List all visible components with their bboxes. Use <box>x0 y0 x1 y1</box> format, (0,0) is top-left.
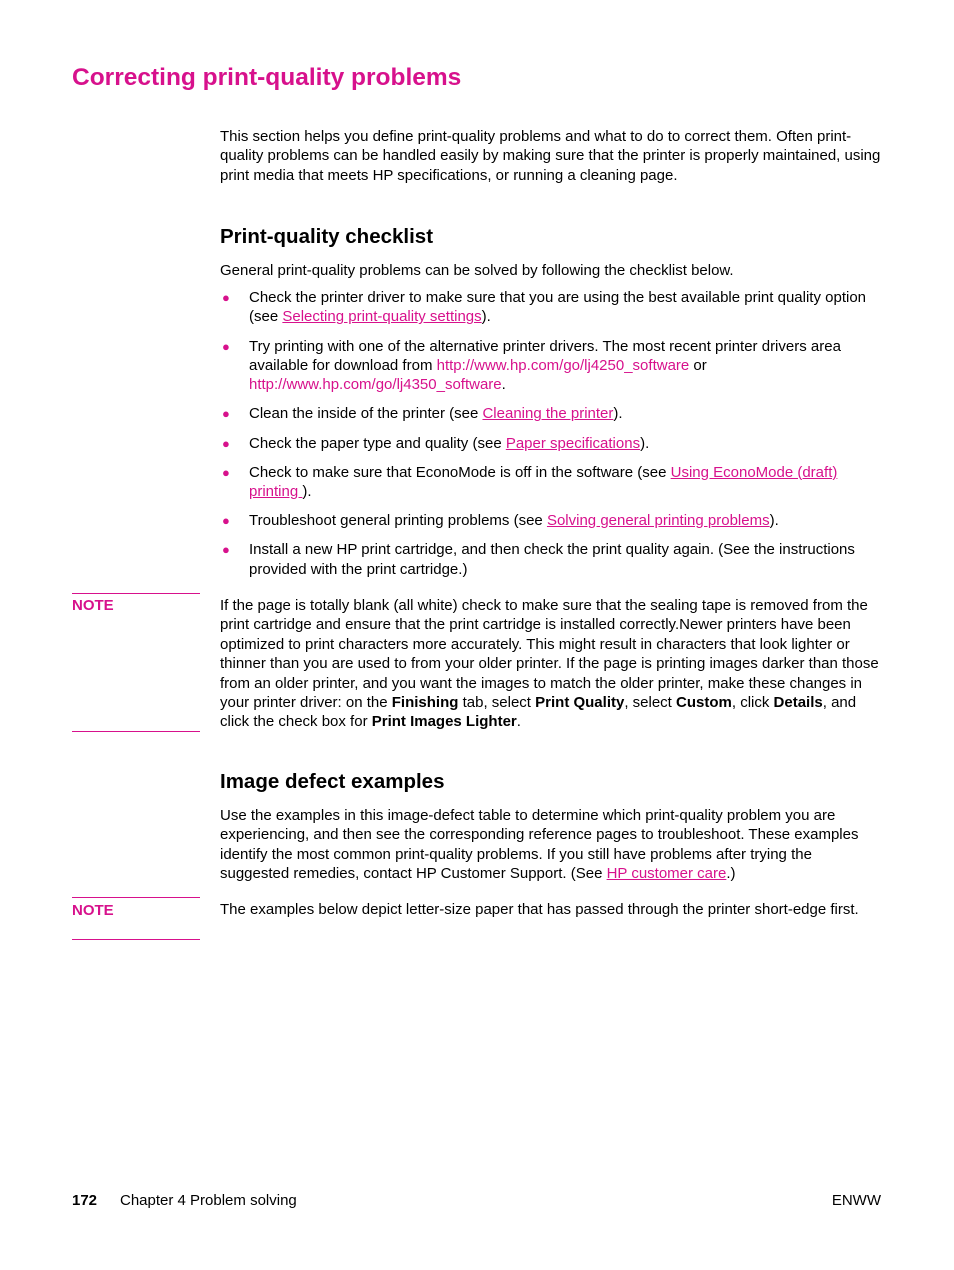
note-bottom-rule <box>72 731 200 732</box>
list-item <box>220 288 885 327</box>
bullet-icon: ● <box>222 513 230 529</box>
page-number: 172 <box>72 1192 98 1209</box>
note-top-rule <box>72 593 200 594</box>
note-text: The examples below depict letter-size paper that has passed through the printer short-edge first. <box>220 901 859 918</box>
note-text: If the page is totally blank (all white) check to make sure that the sealing tape is removed from the print cartridge and ensure that the print cartridge is installed correctly.Newer printers have been optimized to print characters more accurately. This might result in characters that look lighter or thinner than you are used to from your older printer. If the page is printing images darker than those from an older printer, and you want the images to match the older printer, make these changes in your printer driver: on the Finishing tab, select Print Quality, select Custom, click Details, and click the check box for Print Images Lighter. <box>220 597 879 731</box>
note-bottom-rule <box>72 939 200 940</box>
link-using-economode[interactable]: Using EconoMode (draft) printing <box>249 463 838 500</box>
list-item-text: Check to make sure that EconoMode is off in the software (see <box>249 463 671 481</box>
list-item-text: . <box>501 376 506 394</box>
list-item <box>220 463 885 502</box>
link-paper-specifications[interactable]: Paper specifications <box>505 434 641 452</box>
note-top-rule <box>72 897 200 898</box>
link-lj4350-software[interactable]: http://www.hp.com/go/lj4350_software <box>249 376 502 394</box>
list-item <box>220 540 885 579</box>
checklist-intro: General print-quality problems can be solved by following the checklist below. <box>220 262 734 279</box>
defects-heading: Image defect examples <box>220 770 445 793</box>
list-item-text: ). <box>302 483 312 500</box>
list-item-text: Troubleshoot general printing problems (see <box>249 512 547 530</box>
bullet-icon: ● <box>222 406 230 422</box>
list-item-text: ). <box>613 405 623 423</box>
defects-paragraph: Use the examples in this image-defect table to determine which print-quality problem you are experiencing, and then see the corresponding reference pages to troubleshoot. These examples identify the most common print-quality problems. If you still have problems after trying the suggested remedies, contact HP Customer Support. (See HP customer care.) <box>220 807 859 883</box>
page-title: Correcting print-quality problems <box>72 64 462 91</box>
list-item-text: Clean the inside of the printer (see <box>249 405 483 423</box>
bullet-icon: ● <box>222 290 230 305</box>
link-hp-customer-care[interactable]: HP customer care <box>606 865 727 883</box>
link-selecting-print-quality-settings[interactable]: Selecting print-quality settings <box>282 308 482 326</box>
intro-paragraph: This section helps you define print-quality problems and what to do to correct them. Often print- quality problems can be handled easily by making sure that the printer is properly maintained, using print media that meets HP specifications, or running a cleaning page. <box>220 128 881 184</box>
bullet-icon: ● <box>222 338 230 354</box>
list-item-text: Check the paper type and quality (see <box>249 434 506 452</box>
list-item-text: ). <box>481 308 491 326</box>
note-label: NOTE <box>72 902 114 919</box>
list-item-text: Install a new HP print cartridge, and then check the print quality again. (See the instructions provided with the print cartridge.) <box>249 541 855 578</box>
chapter-label: Chapter 4 Problem solving <box>120 1192 297 1209</box>
list-item-text: Check the printer driver to make sure that you are using the best available print quality option (see <box>249 289 867 326</box>
footer-right-label: ENWW <box>831 1192 881 1209</box>
bullet-icon: ● <box>222 435 230 451</box>
link-solving-general-printing-problems[interactable]: Solving general printing problems <box>546 512 770 530</box>
link-cleaning-the-printer[interactable]: Cleaning the printer <box>482 405 614 423</box>
link-lj4250-software[interactable]: http://www.hp.com/go/lj4250_software <box>436 356 690 374</box>
list-item-text: ). <box>640 434 650 452</box>
bullet-icon: ● <box>222 542 230 558</box>
list-item <box>220 434 885 453</box>
list-item-text: or <box>689 356 707 374</box>
list-item-text: Try printing with one of the alternative printer drivers. The most recent printer drivers area available for download from <box>249 337 841 374</box>
note-label: NOTE <box>72 597 114 614</box>
list-item <box>220 337 885 395</box>
checklist-heading: Print-quality checklist <box>220 225 434 248</box>
list-item <box>220 404 885 423</box>
checklist <box>220 288 885 589</box>
list-item-text: ). <box>769 512 779 530</box>
bullet-icon: ● <box>222 464 230 480</box>
list-item <box>220 511 885 530</box>
